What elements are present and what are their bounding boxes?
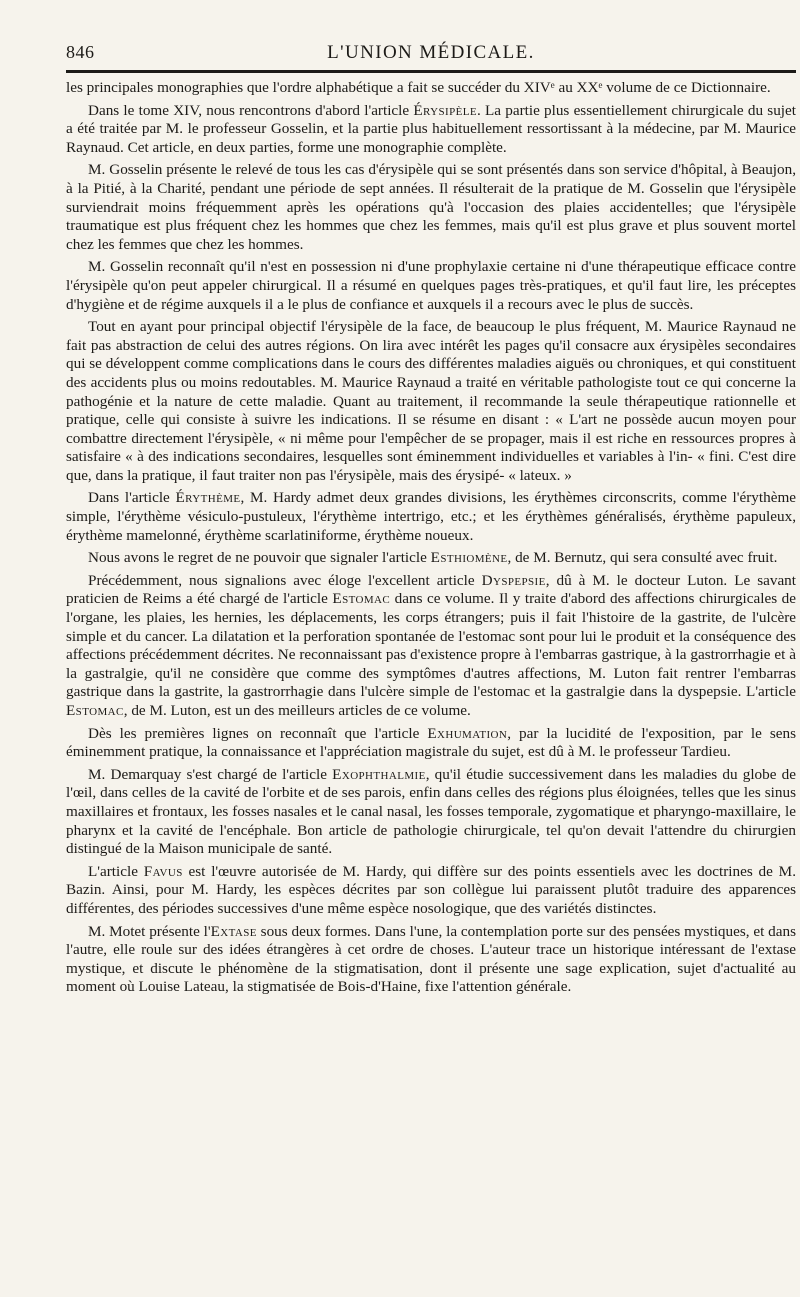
paragraph (66, 489, 796, 545)
paragraph-text: les principales monographies que l'ordre alphabétique a fait se succéder du XIVᵉ au XXᵉ volume de ce Dictionnaire. (66, 79, 771, 96)
paragraph (66, 102, 796, 158)
journal-title: L'UNION MÉDICALE. (327, 42, 535, 63)
paragraph (66, 318, 796, 485)
paragraph-text: est l'œuvre autorisée de M. Hardy, qui diffère sur des points essentiels avec les doctrines de M. Bazin. Ainsi, pour M. Hardy, les espèces décrites par son collègue lui paraissent plutôt traduire des apparences différentes, des périodes successives d'une même espèce nosologique, que des variétés distinctes. (66, 862, 796, 917)
article-title: Dyspepsie (481, 571, 546, 589)
article-title: Favus (143, 862, 183, 880)
paragraph-text: Dans l'article (88, 489, 176, 507)
paragraph-text: . La partie plus essentiellement chirurgicale du sujet a été traitée par M. le professeur Gosselin, et la partie plus habituellement ressortissant à la médecine, par M. Maurice Raynaud. Cet article, en deux parties, forme une monographie complète. (66, 101, 796, 156)
paragraph (66, 79, 796, 98)
article-body (66, 79, 796, 1001)
article-title: Érythème (175, 489, 241, 507)
paragraph (66, 258, 796, 314)
paragraph-text: , de M. Luton, est un des meilleurs articles de ce volume. (123, 702, 471, 719)
page-number: 846 (66, 42, 95, 62)
paragraph-text: , dû à M. le docteur Luton. Le savant praticien de Reims a été chargé de l'article (66, 571, 796, 608)
paragraph-text: L'article (88, 862, 144, 880)
paragraph (66, 725, 796, 762)
paragraph-text: M. Demarquay s'est chargé de l'article (88, 765, 333, 783)
paragraph-text: dans ce volume. Il y traite d'abord des affections chirurgicales de l'organe, les plaies, les hernies, les déplacements, les corps étrangers; puis il fait l'histoire de la gastrite, de l'ulcère simple et du cancer. La dilatation et la perforation spontanée de l'estomac sont pour lui le produit et la conséquence des affections précédemment décrites. Ne reconnaissant pas d'existence propre à l'embarras gastrique, à la gastrorrhagie et à la gastralgie, qu'il ne considère que comme des symptômes d'autres affections, M. Luton fait rentrer l'embarras gastrique dans la gastrite, la gastrorrhagie dans l'ulcère simple de l'estomac et la gastralgie dans la dyspepsie. L'article (66, 590, 796, 701)
paragraph (66, 161, 796, 254)
article-title: Exophthalmie (332, 765, 426, 783)
article-title: Extase (210, 922, 257, 940)
article-title: Estomac (66, 702, 124, 719)
paragraph-text: sous deux formes. Dans l'une, la contemplation porte sur des pensées mystiques, et dans l'autre, elle roule sur des idées étrangères à cet ordre de choses. L'auteur trace un historique intéressant de l'extase mystique, et discute le phénomène de la stigmatisation, dont il présente une sage explication, sujet d'actualité au moment où Louise Lateau, la stigmatisée de Bois-d'Haine, fixe l'attention générale. (66, 922, 796, 996)
running-header (66, 42, 796, 68)
paragraph-text: M. Gosselin présente le relevé de tous les cas d'érysipèle qui se sont présentés dans son service d'hôpital, à Beaujon, à la Pitié, à la Charité, pendant une période de sept années. Il résulterait de la pratique de M. Gosselin que l'érysipèle surviendrait moins fréquemment après les opérations qu'à l'occasion des plaies accidentelles; que l'érysipèle traumatique est plus fréquent chez les hommes que chez les femmes, mais qu'il est plus grave et plus souvent mortel chez les femmes que chez les hommes. (66, 161, 796, 253)
paragraph (66, 863, 796, 919)
paragraph-text: , qu'il étudie successivement dans les maladies du globe de l'œil, dans celles de la cavité de l'orbite et de ses parois, enfin dans celles des régions plus éloignées, telles que les sinus maxillaires et frontaux, les fosses nasales et le canal nasal, les fosses temporale, zygomatique et pharyngo-maxillaire, le pharynx et la cavité de l'encéphale. Bon article de pathologie chirurgicale, tel qu'on devait l'attendre du chirurgien distingué de la Maison municipale de santé. (66, 765, 796, 858)
paragraph (66, 572, 796, 721)
paragraph-text: Précédemment, nous signalions avec éloge l'excellent article (88, 571, 482, 589)
paragraph-text: , M. Hardy admet deux grandes divisions, les érythèmes circonscrits, comme l'érythème simple, l'érythème vésiculo-pustuleux, l'érythème intertrigo, etc.; et les érythèmes généralisés, érythème papuleux, érythème mamelonné, érythème scarlatiniforme, érythème noueux. (66, 489, 796, 544)
paragraph (66, 766, 796, 859)
article-title: Érysipèle (413, 101, 477, 119)
paragraph-text: Tout en ayant pour principal objectif l'érysipèle de la face, de beaucoup le plus fréquent, M. Maurice Raynaud ne fait pas abstraction de celui des autres régions. On lira avec intérêt les pages qu'il consacre aux érysipèles secondaires qui se développent comme complications dans le cours des différentes maladies aiguës ou chroniques, et qui constituent des accidents plus ou moins redoutables. M. Maurice Raynaud a traité en véritable pathologiste tout ce qui concerne la pathogénie et la nature de cette maladie. Quant au traitement, il recommande la seule thérapeutique rationnelle et pratique, celle qui consiste à suivre les indications. Il se résume en disant : « L'art ne possède aucun moyen pour combattre directement l'érysipèle, « ni même pour l'empêcher de se propager, mais il est riche en ressources propres à satisfaire « à des indications secondaires, lesquelles sont éminemment individuelles et variables à l'in- « fini. C'est dire que, dans la pratique, il faut traiter non pas l'érysipèle, mais des érysipé- « lateux. » (66, 318, 796, 484)
paragraph-text: Dès les premières lignes on reconnaît que l'article (88, 724, 428, 742)
paragraph-text: , par la lucidité de l'exposition, par le sens éminemment pratique, la connaissance et l'appréciation magistrale du sujet, est dû à M. le professeur Tardieu. (66, 724, 796, 761)
article-title: Esthiomène (430, 549, 508, 567)
paragraph-text: M. Gosselin reconnaît qu'il n'est en possession ni d'une prophylaxie certaine ni d'une thérapeutique efficace contre l'érysipèle qu'on peut appeler chirurgical. Il a résumé en quelques pages très-pratiques, et qu'il faut lire, les préceptes d'hygiène et de régime auxquels il a le plus de confiance et auxquels il a recours avec le plus de succès. (66, 258, 796, 313)
paragraph-text: Nous avons le regret de ne pouvoir que signaler l'article (88, 549, 431, 567)
paragraph-text: , de M. Bernutz, qui sera consulté avec fruit. (507, 549, 778, 567)
article-title: Exhumation (427, 724, 508, 742)
paragraph-text: M. Motet présente l' (88, 922, 211, 940)
article-title: Estomac (332, 590, 391, 608)
paragraph (66, 549, 796, 568)
header-rule (66, 70, 796, 73)
paragraph-text: Dans le tome XIV, nous rencontrons d'abord l'article (88, 101, 414, 119)
paragraph (66, 923, 796, 997)
